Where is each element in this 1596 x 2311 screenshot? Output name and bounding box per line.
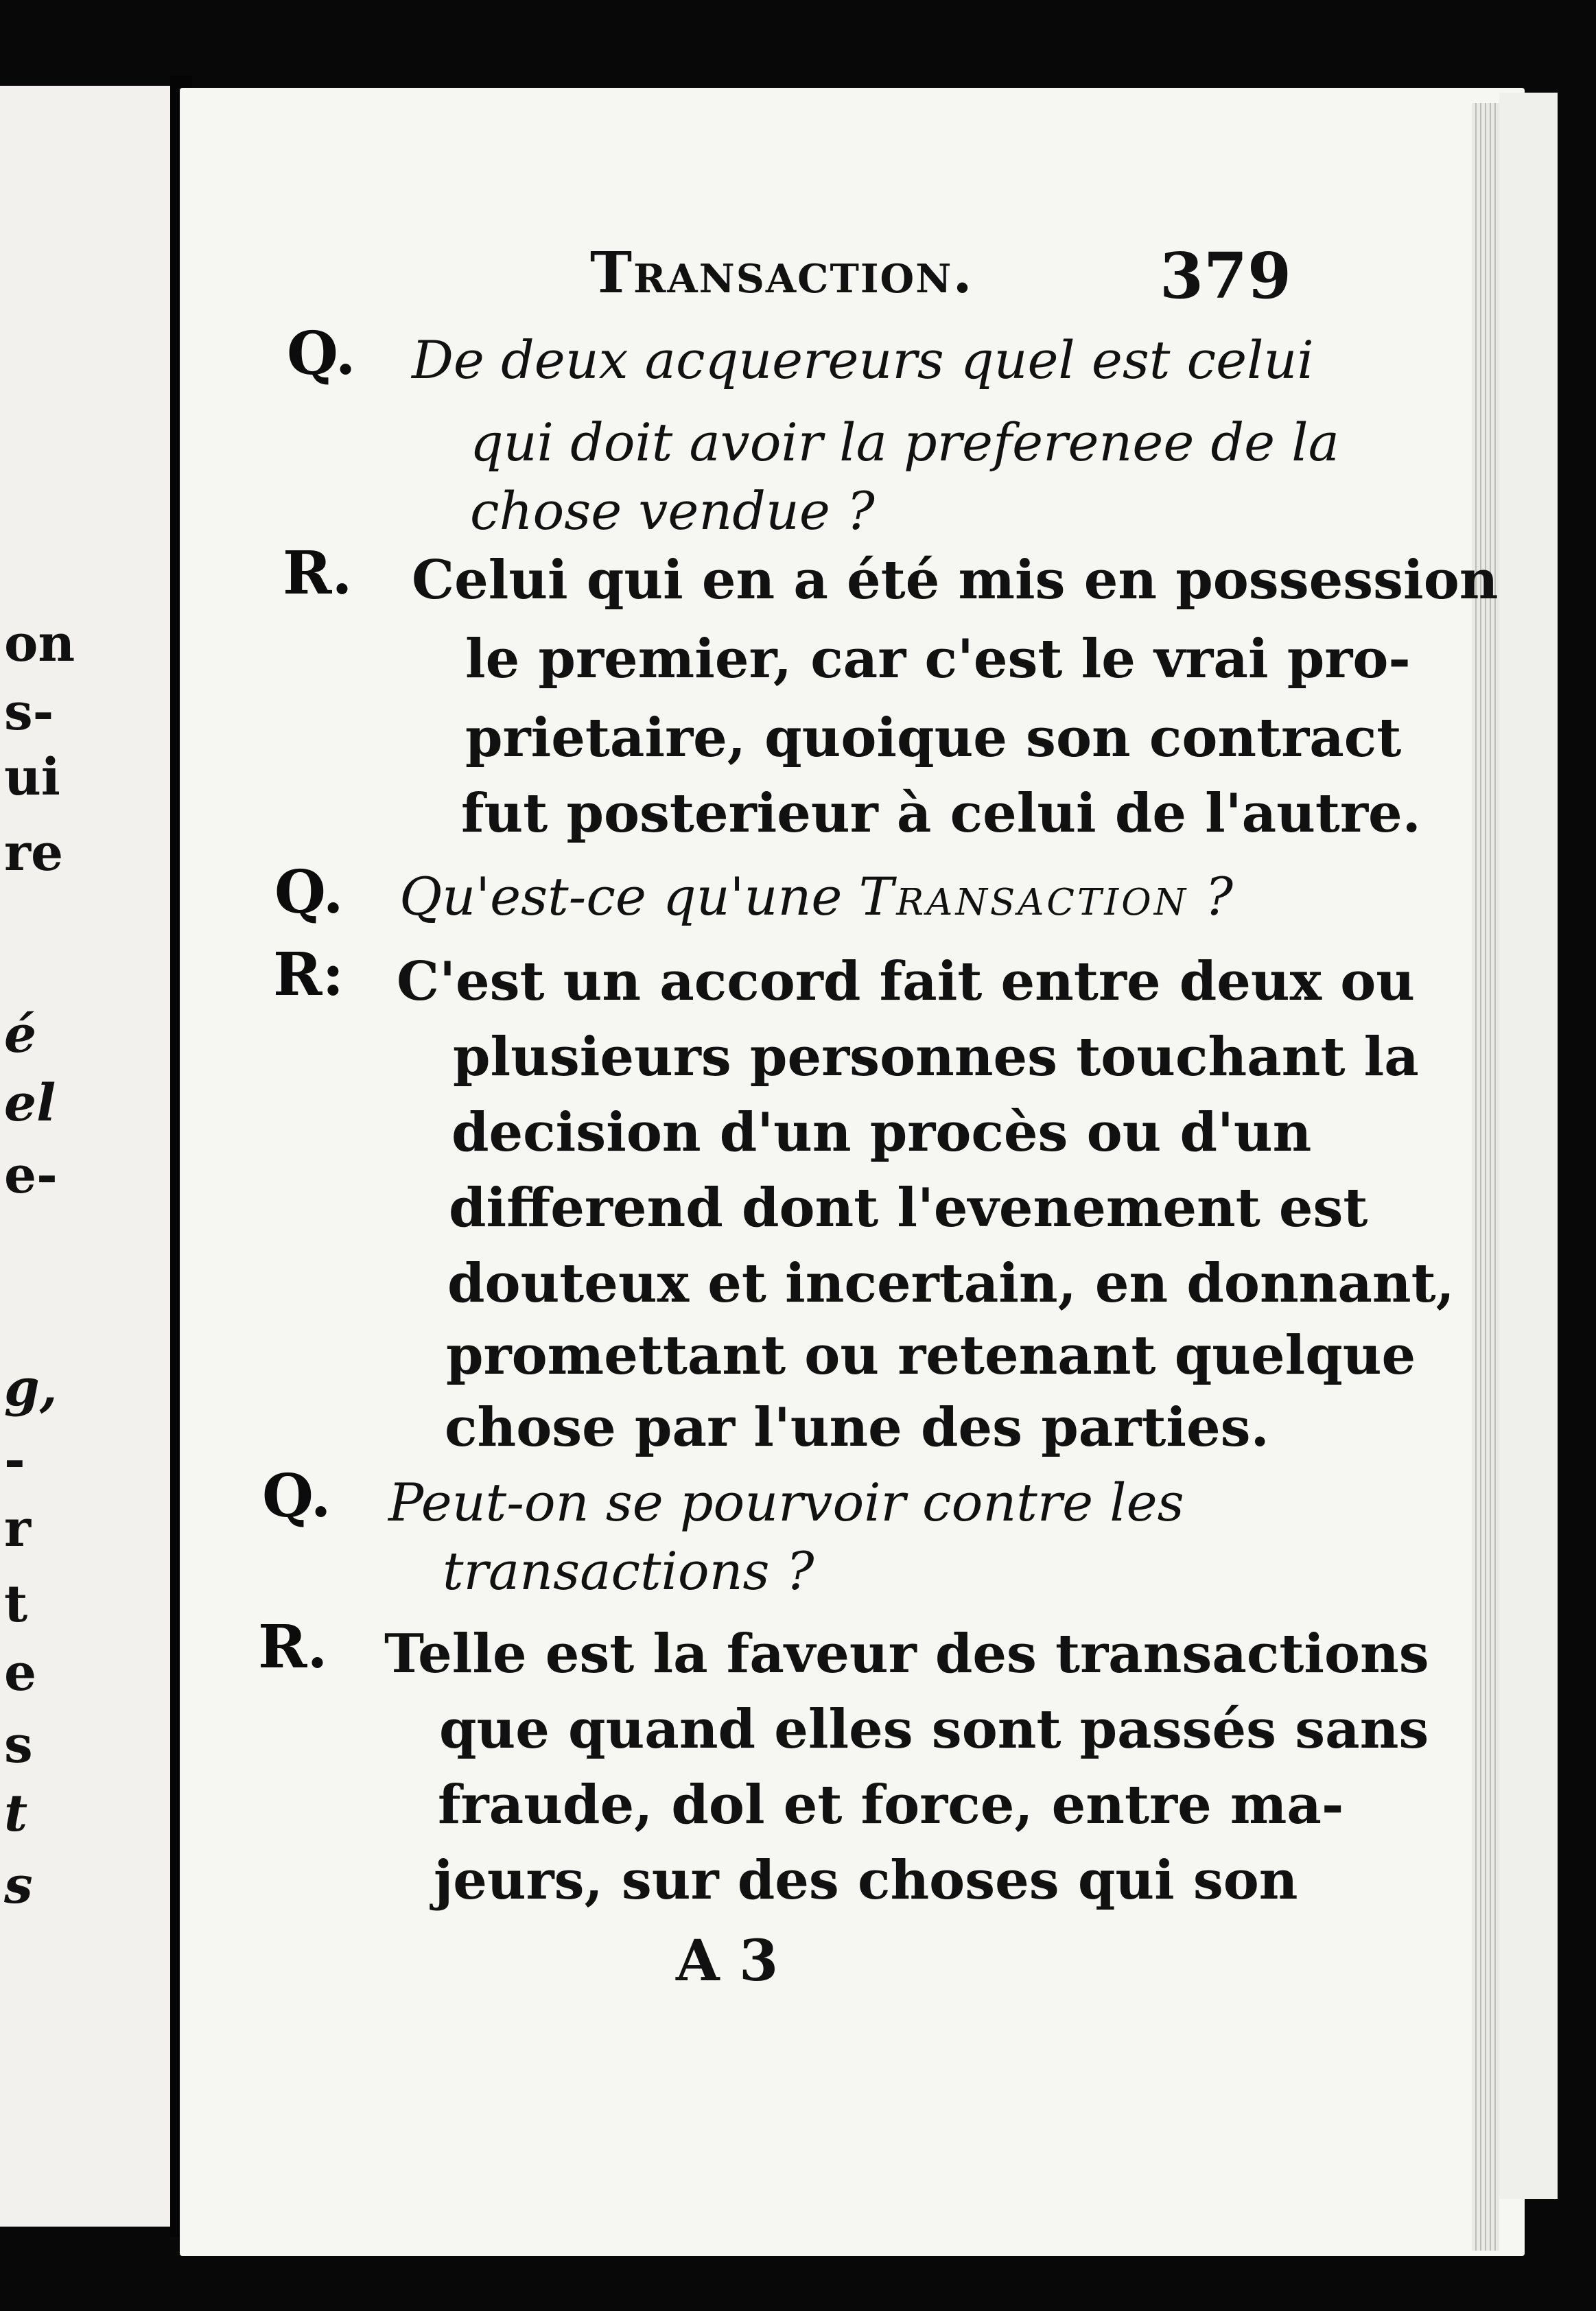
question-label: Q. — [274, 858, 344, 927]
answer-line: chose par l'une des parties. — [445, 1396, 1269, 1459]
facing-page-text: s — [4, 1856, 33, 1915]
facing-page-text: re — [4, 823, 64, 882]
question-line: transactions ? — [443, 1540, 814, 1602]
running-head: Transaction. — [590, 240, 974, 306]
facing-page-text: s- — [4, 683, 54, 742]
answer-line: promettant ou retenant quelque — [446, 1324, 1416, 1387]
answer-line: jeurs, sur des choses qui son — [434, 1849, 1298, 1912]
answer-line: plusieurs personnes touchant la — [453, 1026, 1419, 1088]
answer-line: differend dont l'evenement est — [449, 1177, 1368, 1239]
answer-line: le premier, car c'est le vrai pro- — [465, 628, 1411, 690]
page-number: 379 — [1160, 239, 1292, 313]
facing-page-text: s — [4, 1715, 33, 1774]
answer-label: R: — [273, 940, 344, 1009]
facing-page-text: e — [4, 1643, 37, 1702]
answer-line: prietaire, quoique son contract — [465, 707, 1402, 769]
page-stack-edge — [1499, 93, 1558, 2199]
page-stack-lines — [1472, 103, 1499, 2251]
facing-page-text: ui — [4, 748, 60, 807]
answer-line: Celui qui en a été mis en possession — [412, 549, 1499, 611]
facing-page-text: é — [4, 1005, 37, 1064]
facing-page-text: on — [4, 614, 75, 673]
question-label: Q. — [287, 319, 356, 388]
answer-line: decision d'un procès ou d'un — [451, 1101, 1312, 1164]
facing-page-fragment — [0, 86, 170, 2227]
facing-page-text: - — [4, 1431, 25, 1490]
question-line: qui doit avoir la preferenee de la — [470, 412, 1339, 473]
facing-page-text: e- — [4, 1146, 58, 1205]
question-line: Qu'est-ce qu'une Transaction ? — [399, 866, 1233, 927]
answer-line: Telle est la faveur des transactions — [384, 1623, 1429, 1685]
answer-label: R. — [283, 539, 353, 608]
answer-label: R. — [258, 1612, 328, 1682]
signature-mark: A 3 — [676, 1928, 779, 1994]
facing-page-text: t — [4, 1784, 28, 1843]
question-line: De deux acquereurs quel est celui — [412, 329, 1314, 390]
facing-page-text: g, — [4, 1359, 58, 1418]
facing-page-text: el — [4, 1074, 56, 1133]
question-line: Peut-on se pourvoir contre les — [388, 1472, 1184, 1533]
facing-page-text: t — [4, 1575, 28, 1634]
answer-line: C'est un accord fait entre deux ou — [397, 950, 1416, 1013]
answer-line: fraude, dol et force, entre ma- — [438, 1774, 1344, 1836]
answer-line: que quand elles sont passés sans — [439, 1698, 1429, 1761]
answer-line: douteux et incertain, en donnant, — [447, 1252, 1455, 1315]
answer-line: fut posterieur à celui de l'autre. — [461, 782, 1421, 845]
question-label: Q. — [262, 1462, 331, 1531]
question-line: chose vendue ? — [470, 480, 875, 541]
facing-page-text: r — [4, 1499, 31, 1558]
